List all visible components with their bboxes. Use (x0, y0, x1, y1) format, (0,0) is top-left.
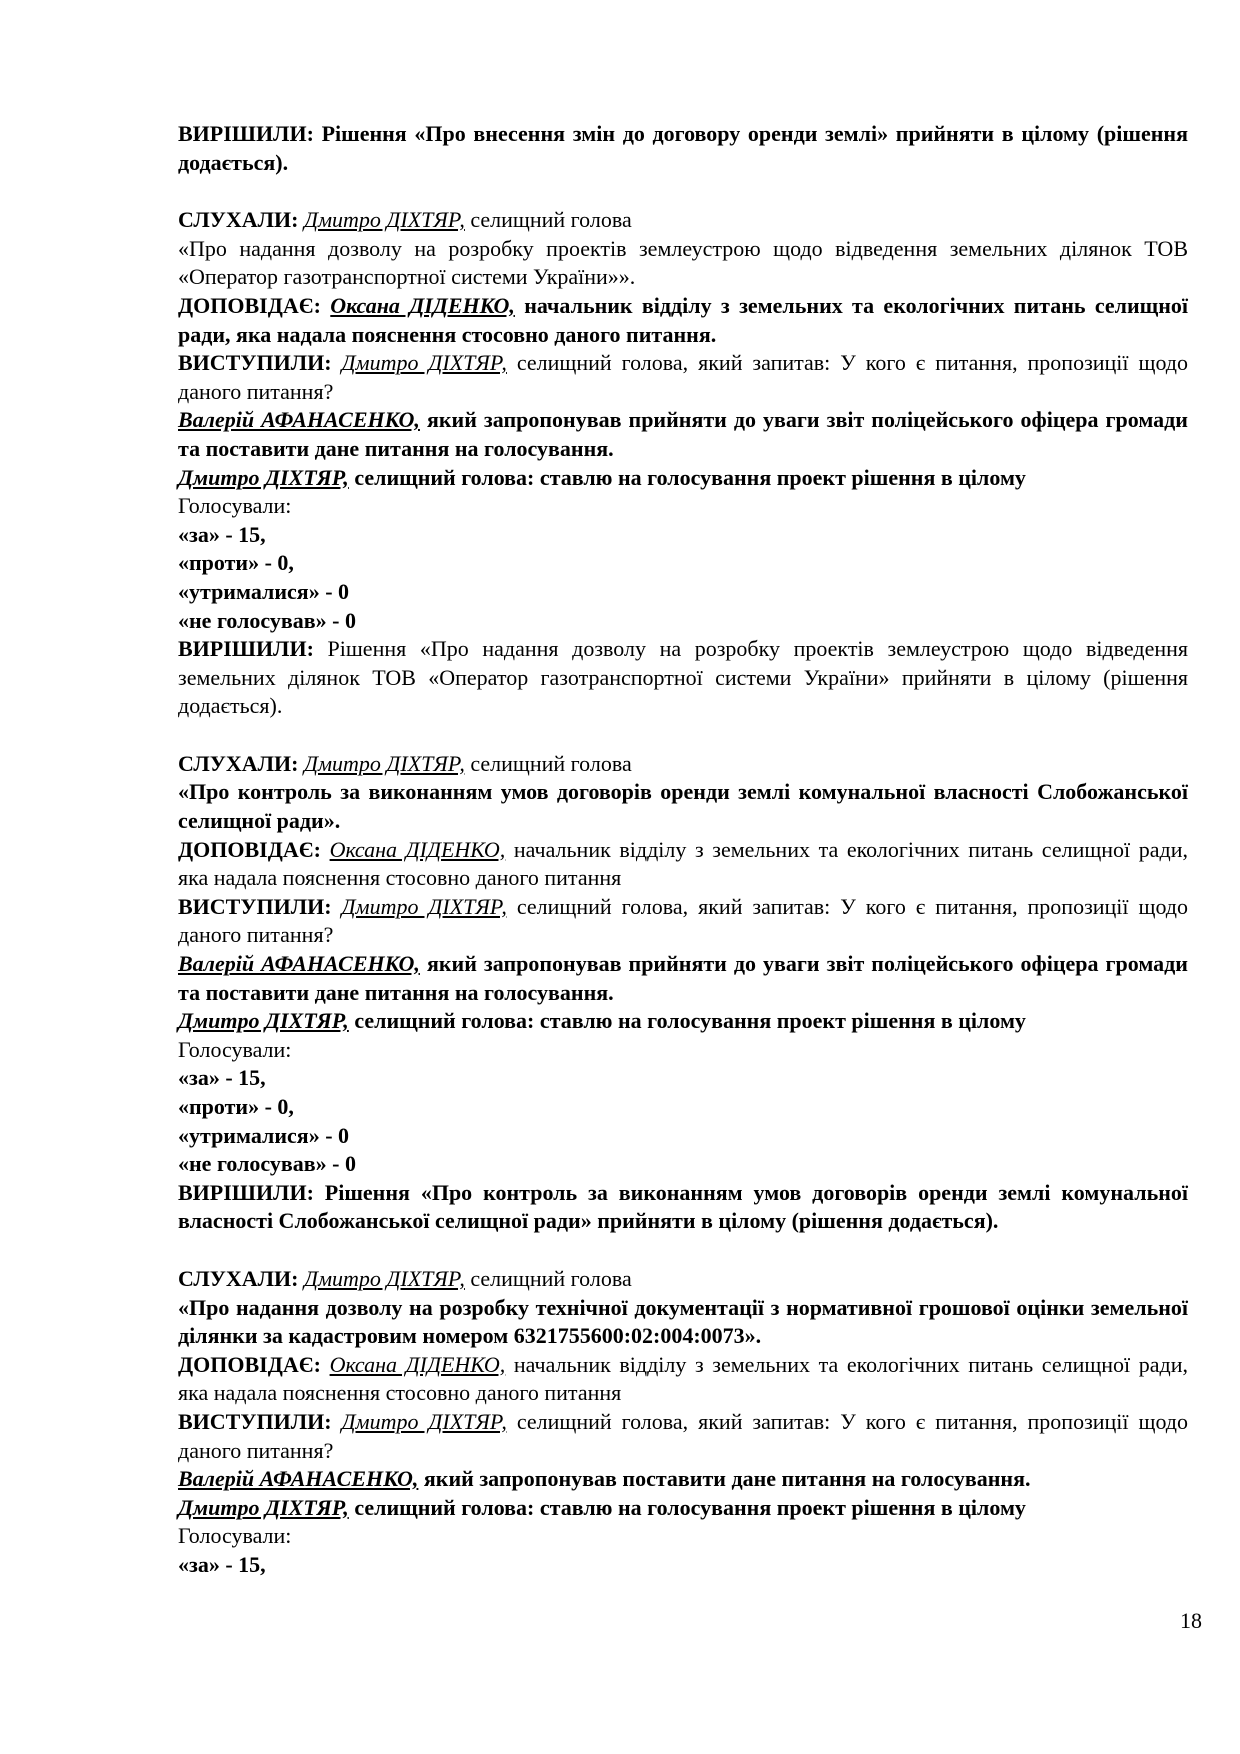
voted-label: Голосували: (178, 1036, 292, 1062)
heard-line (178, 750, 1188, 779)
report-text: начальник відділу з земельних та екологічних питань селищної ради, яка надала пояснення стосовно даного питання (178, 836, 1189, 891)
chair-name: Дмитро ДІХТЯР, (178, 1494, 349, 1520)
agenda-item (178, 750, 1188, 1236)
agenda-item (178, 206, 1188, 721)
chair-name: Дмитро ДІХТЯР, (178, 1008, 349, 1034)
proposal-text: який запропонував прийняти до уваги звіт поліцейського офіцера громади та поставити дане питання на голосування. (178, 407, 1188, 461)
report-text: начальник відділу з земельних та екологічних питань селищної ради, яка надала пояснення стосовно даного питання. (178, 292, 1189, 347)
decision-paragraph (178, 635, 1188, 721)
chair-text: селищний голова: ставлю на голосування проект рішення в цілому (348, 1494, 1026, 1520)
speaker-name: Дмитро ДІХТЯР, (341, 1408, 507, 1434)
decision-text: Рішення «Про контроль за виконанням умов договорів оренди землі комунальної власності Слобожанської селищної ради» прийняти в цілому (рішення додається). (178, 1179, 1188, 1234)
decision-label: ВИРІШИЛИ: (178, 121, 314, 146)
chair-text: селищний голова: ставлю на голосування проект рішення в цілому (348, 1008, 1026, 1034)
vote-abstain: «утрималися» - 0 (178, 1122, 350, 1148)
heard-line (178, 206, 1188, 235)
agenda-item (178, 1265, 1188, 1580)
proposal-text: який запропонував прийняти до уваги звіт поліцейського офіцера громади та поставити дане питання на голосування. (178, 951, 1188, 1005)
spoke-text: селищний голова, який запитав: У кого є питання, пропозиції щодо даного питання? (178, 1408, 1188, 1463)
decision-label: ВИРІШИЛИ: (178, 636, 314, 662)
chair-line (178, 464, 1188, 493)
report-label: ДОПОВІДАЄ: (178, 292, 321, 318)
report-text: начальник відділу з земельних та екологічних питань селищної ради, яка надала пояснення стосовно даного питання (178, 1351, 1189, 1406)
vote-against: «проти» - 0, (178, 1094, 294, 1119)
heard-label: СЛУХАЛИ: (178, 750, 299, 776)
heard-line (178, 1265, 1188, 1294)
spacer (178, 177, 1188, 206)
chair-text: селищний голова: ставлю на голосування проект рішення в цілому (348, 464, 1026, 490)
page-number: 18 (1180, 1608, 1202, 1633)
vote-none: «не голосував» - 0 (178, 607, 356, 633)
decision-label: ВИРІШИЛИ: (178, 1179, 314, 1205)
report-line (178, 1351, 1188, 1408)
spoke-line (178, 349, 1188, 406)
spoke-line (178, 1408, 1188, 1465)
speaker-role: селищний голова (464, 750, 632, 776)
spacer (178, 1236, 1188, 1265)
agenda-topic: «Про надання дозволу на розробку проектів землеустрою щодо відведення земельних ділянок ТОВ «Оператор газотранспортної системи України»». (178, 235, 1188, 290)
proposer-name: Валерій АФАНАСЕНКО, (178, 407, 420, 433)
proposal-line (178, 950, 1188, 1007)
reporter-name: Оксана ДІДЕНКО, (329, 1351, 506, 1377)
proposal-line (178, 406, 1188, 463)
vote-for: «за» - 15, (178, 1065, 266, 1091)
vote-for: «за» - 15, (178, 1551, 266, 1577)
report-line (178, 836, 1188, 893)
spoke-label: ВИСТУПИЛИ: (178, 1408, 332, 1434)
speaker-name: Дмитро ДІХТЯР, (303, 1265, 465, 1291)
heard-label: СЛУХАЛИ: (178, 1265, 299, 1291)
report-label: ДОПОВІДАЄ: (178, 836, 321, 862)
vote-against: «проти» - 0, (178, 550, 294, 576)
chair-name: Дмитро ДІХТЯР, (178, 464, 349, 490)
document-page (178, 120, 1188, 1580)
heard-label: СЛУХАЛИ: (178, 207, 299, 233)
report-label: ДОПОВІДАЄ: (178, 1351, 321, 1377)
speaker-role: селищний голова (464, 1265, 632, 1291)
speaker-name: Дмитро ДІХТЯР, (303, 750, 465, 776)
spoke-line (178, 893, 1188, 950)
decision-paragraph (178, 120, 1188, 177)
voted-label: Голосували: (178, 1523, 292, 1549)
proposer-name: Валерій АФАНАСЕНКО, (178, 951, 420, 977)
proposer-name: Валерій АФАНАСЕНКО, (178, 1466, 419, 1492)
agenda-topic: «Про контроль за виконанням умов договорів оренди землі комунальної власності Слобожанської селищної ради». (178, 779, 1188, 834)
vote-abstain: «утрималися» - 0 (178, 578, 350, 604)
proposal-line (178, 1465, 1188, 1494)
reporter-name: Оксана ДІДЕНКО, (329, 836, 506, 862)
decision-paragraph (178, 1179, 1188, 1236)
spoke-text: селищний голова, який запитав: У кого є питання, пропозиції щодо даного питання? (178, 350, 1188, 404)
agenda-topic: «Про надання дозволу на розробку технічної документації з нормативної грошової оцінки земельної ділянки за кадастровим номером 6321755600:02:004:0073». (178, 1294, 1188, 1349)
vote-none: «не голосував» - 0 (178, 1151, 356, 1177)
speaker-name: Дмитро ДІХТЯР, (341, 893, 507, 919)
decision-text: Рішення «Про внесення змін до договору оренди землі» прийняти в цілому (рішення додається). (178, 121, 1188, 175)
spoke-text: селищний голова, який запитав: У кого є питання, пропозиції щодо даного питання? (178, 893, 1188, 948)
decision-text: Рішення «Про надання дозволу на розробку проектів землеустрою щодо відведення земельних ділянок ТОВ «Оператор газотранспортної системи України» прийняти в цілому (рішення додається). (178, 636, 1188, 719)
vote-for: «за» - 15, (178, 521, 266, 547)
chair-line (178, 1007, 1188, 1036)
speaker-role: селищний голова (464, 207, 632, 233)
speaker-name: Дмитро ДІХТЯР, (341, 350, 507, 376)
reporter-name: Оксана ДІДЕНКО, (330, 292, 515, 318)
speaker-name: Дмитро ДІХТЯР, (303, 207, 465, 233)
report-line (178, 292, 1188, 349)
spoke-label: ВИСТУПИЛИ: (178, 350, 332, 376)
chair-line (178, 1494, 1188, 1523)
voted-label: Голосували: (178, 493, 292, 519)
proposal-text: який запропонував поставити дане питання на голосування. (418, 1466, 1031, 1492)
spoke-label: ВИСТУПИЛИ: (178, 893, 332, 919)
spacer (178, 721, 1188, 750)
